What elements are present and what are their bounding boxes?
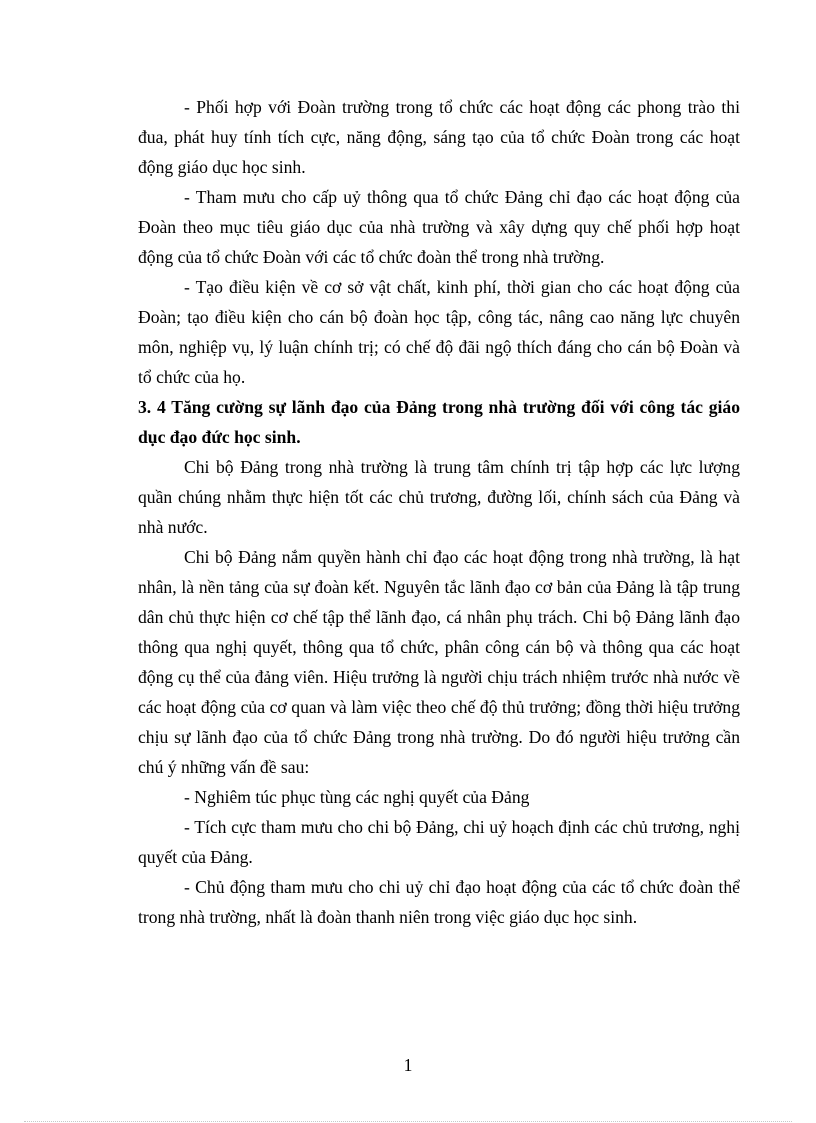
paragraph-party-cell-center: Chi bộ Đảng trong nhà trường là trung tâm chính trị tập hợp các lực lượng quần chúng nhằm thực hiện tốt các chủ trương, đường lối, chính sách của Đảng và nhà nước. [138,457,740,537]
paragraph-party-cell-leadership: Chi bộ Đảng nắm quyền hành chỉ đạo các hoạt động trong nhà trường, là hạt nhân, là nền tảng của sự đoàn kết. Nguyên tắc lãnh đạo cơ bản của Đảng là tập trung dân chủ thực hiện cơ chế tập thể lãnh đạo, cá nhân phụ trách. Chi bộ Đảng lãnh đạo thông qua nghị quyết, thông qua tổ chức, phân công cán bộ và thông qua các hoạt động cụ thể của đảng viên. Hiệu trưởng là người chịu trách nhiệm trước nhà nước về các hoạt động của cơ quan và làm việc theo chế độ thủ trưởng; đồng thời hiệu trưởng chịu sự lãnh đạo của tổ chức Đảng trong nhà trường. Do đó người hiệu trưởng cần chú ý những vấn đề sau: [138,547,740,777]
section-heading-3-4: 3. 4 Tăng cường sự lãnh đạo của Đảng trong nhà trường đối với công tác giáo dục đạo đức học sinh. [138,397,740,447]
paragraph-create-conditions: - Tạo điều kiện về cơ sở vật chất, kinh phí, thời gian cho các hoạt động của Đoàn; tạo điều kiện cho cán bộ đoàn học tập, công tác, nâng cao năng lực chuyên môn, nghiệp vụ, lý luận chính trị; có chế độ đãi ngộ thích đáng cho cán bộ Đoàn và tổ chức của họ. [138,277,740,387]
page-number: 1 [403,1055,413,1075]
paragraph-active-advice: - Tích cực tham mưu cho chi bộ Đảng, chi uỷ hoạch định các chủ trương, nghị quyết của Đảng. [138,817,740,867]
page-bottom-divider [24,1121,792,1122]
paragraph-coordinate-union: - Phối hợp với Đoàn trường trong tổ chức các hoạt động các phong trào thi đua, phát huy tính tích cực, năng động, sáng tạo của tổ chức Đoàn trong các hoạt động giáo dục học sinh. [138,97,740,177]
paragraph-proactive-advice: - Chủ động tham mưu cho chi uỷ chỉ đạo hoạt động của các tổ chức đoàn thể trong nhà trường, nhất là đoàn thanh niên trong việc giáo dục học sinh. [138,877,740,927]
paragraph-advise-party-committee: - Tham mưu cho cấp uỷ thông qua tổ chức Đảng chỉ đạo các hoạt động của Đoàn theo mục tiêu giáo dục của nhà trường và xây dựng quy chế phối hợp hoạt động của tổ chức Đoàn với các tổ chức đoàn thể trong nhà trường. [138,187,740,267]
paragraph-obey-resolutions: - Nghiêm túc phục tùng các nghị quyết của Đảng [184,787,530,807]
